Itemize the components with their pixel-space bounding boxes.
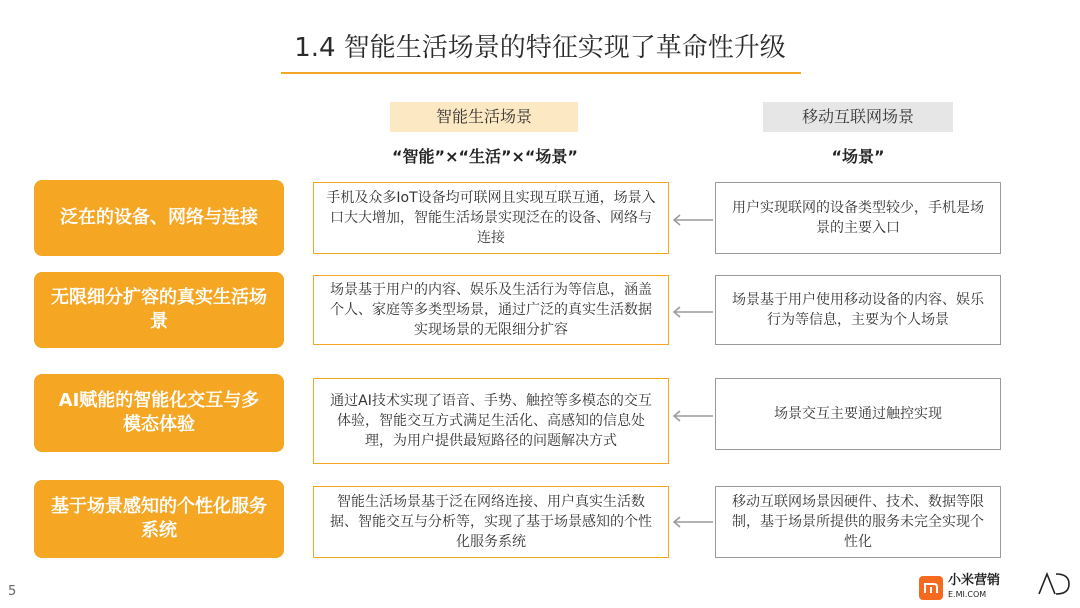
feature-label-ai-interaction: AI赋能的智能化交互与多模态体验 bbox=[34, 374, 284, 452]
page-title: 1.4 智能生活场景的特征实现了革命性升级 bbox=[294, 33, 786, 63]
mi-logo-icon bbox=[919, 576, 943, 600]
mobile-desc-scenes: 场景基于用户使用移动设备的内容、娱乐行为等信息，主要为个人场景 bbox=[715, 275, 1001, 345]
arrow-left-icon bbox=[671, 306, 713, 318]
smart-desc-personalized: 智能生活场景基于泛在网络连接、用户真实生活数据、智能交互与分析等，实现了基于场景感知的个性化服务系统 bbox=[313, 486, 669, 558]
mobile-desc-ai-interaction: 场景交互主要通过触控实现 bbox=[715, 378, 1001, 450]
brand-url: E.MI.COM bbox=[948, 590, 987, 599]
subhead-mobile-internet: “场景” bbox=[831, 147, 885, 166]
column-head-smart-life: 智能生活场景 bbox=[390, 102, 578, 132]
mobile-desc-devices: 用户实现联网的设备类型较少，手机是场景的主要入口 bbox=[715, 182, 1001, 254]
smart-desc-ai-interaction: 通过AI技术实现了语音、手势、触控等多模态的交互体验，智能交互方式满足生活化、高感知的信息处理，为用户提供最短路径的问题解决方式 bbox=[313, 378, 669, 464]
mobile-desc-personalized: 移动互联网场景因硬件、技术、数据等限制，基于场景所提供的服务未完全实现个性化 bbox=[715, 486, 1001, 558]
smart-desc-scenes: 场景基于用户的内容、娱乐及生活行为等信息，涵盖个人、家庭等多类型场景，通过广泛的真实生活数据实现场景的无限细分扩容 bbox=[313, 275, 669, 345]
subhead-smart-life: “智能”×“生活”×“场景” bbox=[392, 147, 578, 166]
feature-label-personalized: 基于场景感知的个性化服务系统 bbox=[34, 480, 284, 558]
brand-name: 小米营销 bbox=[948, 573, 1001, 588]
feature-label-scenes: 无限细分扩容的真实生活场景 bbox=[34, 272, 284, 348]
page-number: 5 bbox=[8, 584, 17, 599]
arrow-left-icon bbox=[671, 516, 713, 528]
smart-desc-devices: 手机及众多IoT设备均可联网且实现互联互通，场景入口大大增加，智能生活场景实现泛在的设备、网络与连接 bbox=[313, 182, 669, 254]
column-head-mobile-internet: 移动互联网场景 bbox=[763, 102, 953, 132]
arrow-left-icon bbox=[671, 214, 713, 226]
feature-label-devices: 泛在的设备、网络与连接 bbox=[34, 180, 284, 256]
arrow-left-icon bbox=[671, 410, 713, 422]
title-underline bbox=[281, 72, 801, 74]
ad-logo-icon bbox=[1036, 570, 1072, 598]
